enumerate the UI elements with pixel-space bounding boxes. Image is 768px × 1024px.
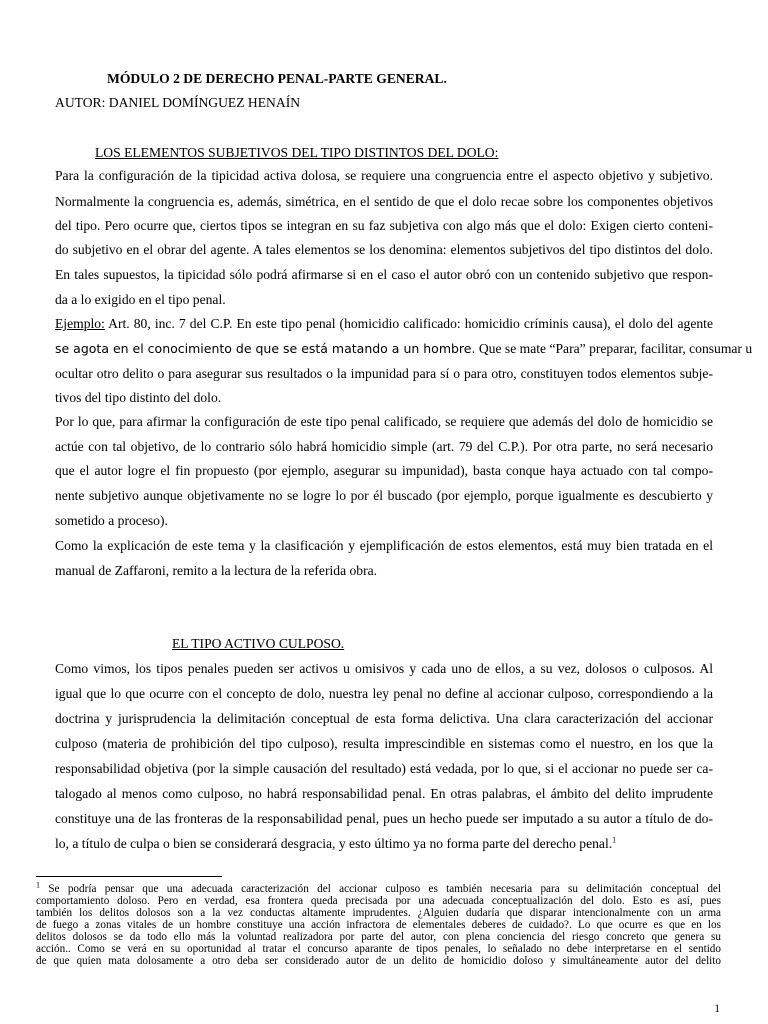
module-title: MÓDULO 2 DE DERECHO PENAL-PARTE GENERAL. <box>107 71 447 86</box>
paragraph-line: do subjetivo en el obrar del agente. A tales elementos se los denomina: elementos subjetivos del tipo distintos del dolo. <box>55 242 713 257</box>
example-line-2 <box>55 341 753 357</box>
footnote-line: de que quien mata dolosamente a otro deba ser considerado autor de un delito de homicidio doloso y simultáneamente autor del delito <box>36 955 721 967</box>
footnote-line: delitos dolosos se da todo ello más la voluntad realizadora por parte del autor, con plena conciencia del riesgo concreto que genera su <box>36 931 721 943</box>
footnote-line: de fuego a zonas vitales de un hombre constituye una acción infractora de elementales deberes de cuidado?. Lo que ocurre es que en los <box>36 919 721 931</box>
paragraph-line: constituye una de las fronteras de la responsabilidad penal, pues un hecho puede ser imputado a su autor a título de do- <box>55 811 713 826</box>
paragraph-line: manual de Zaffaroni, remito a la lectura de la referida obra. <box>55 563 378 578</box>
paragraph-line: que el autor logre el fin propuesto (por ejemplo, asegurar su impunidad), basta conque haya actuado con tal compo- <box>55 463 713 478</box>
paragraph-line: Como la explicación de este tema y la clasificación y ejemplificación de estos elementos, está muy bien tratada en el <box>55 538 713 553</box>
example-line <box>55 316 713 332</box>
footnote-line: comportamiento doloso. Pero en verdad, esa frontera queda precisada por una adecuada conceptualización del dolo. Esto es así, pues <box>36 895 721 907</box>
last-line-text: lo, a título de culpa o bien se considerará desgracia, y esto último ya no forma parte del derecho penal. <box>55 836 613 851</box>
footnote-line: acción.. Como se verá en su oportunidad al tratar el concurso aparante de tipos penales, lo señalado no debe interpretarse en el sentido <box>36 943 721 955</box>
footnote-line: también los delitos dolosos son a la vez conductas altamente imprudentes. ¿Alguien dudaría que disparar intencionalmente con un arma <box>36 907 721 919</box>
paragraph-line: nente subjetivo aunque objetivamente no se logre lo por él buscado (por ejemplo, porque igualmente es descubierto y <box>55 488 713 503</box>
section-title-culpable: EL TIPO ACTIVO CULPOSO. <box>172 636 345 651</box>
footnote-divider <box>36 876 222 877</box>
example-text: Art. 80, inc. 7 del C.P. En este tipo penal (homicidio calificado: homicidio críminis causa), el dolo del agente <box>104 316 713 331</box>
paragraph-line: culposo (materia de prohibición del tipo culposo), resulta imprescindible en sistemas como el nuestro, en los que la <box>55 736 713 751</box>
paragraph-line: Para la configuración de la tipicidad activa dolosa, se requiere una congruencia entre el aspecto objetivo y subjetivo. <box>55 168 713 183</box>
paragraph-line: En tales supuestos, la tipicidad sólo podrá afirmarse si en el caso el autor obró con un contenido subjetivo que respon- <box>55 267 713 282</box>
paragraph-line: actúe con tal objetivo, de lo contrario sólo habrá homicidio simple (art. 79 del C.P.). Por otra parte, no será necesario <box>55 439 713 454</box>
paragraph-line: Por lo que, para afirmar la configuración de este tipo penal calificado, se requiere que además del dolo de homicidio se <box>55 414 713 429</box>
section-title-subjective-elements: LOS ELEMENTOS SUBJETIVOS DEL TIPO DISTINTOS DEL DOLO: <box>95 145 499 160</box>
paragraph-line: tivos del tipo distinto del dolo. <box>55 390 222 405</box>
footnote-marker: 1 <box>36 880 40 890</box>
author-line: AUTOR: DANIEL DOMÍNGUEZ HENAÍN <box>55 95 301 110</box>
footnote-reference[interactable]: 1 <box>612 835 617 845</box>
paragraph-line <box>55 836 713 852</box>
paragraph-line: doctrina y jurisprudencia la delimitación conceptual de esta forma delictiva. Una clara caracterización del accionar <box>55 711 713 726</box>
example-text-sans: se agota en el conocimiento de que se está matando a un hombre. <box>55 341 476 356</box>
paragraph-line: sometido a proceso). <box>55 513 168 528</box>
paragraph-line: Como vimos, los tipos penales pueden ser activos u omisivos y cada uno de ellos, a su vez, dolosos o culposos. Al <box>55 661 713 676</box>
paragraph-line: igual que lo que ocurre con el concepto de dolo, nuestra ley penal no define al accionar culposo, correspondiendo a la <box>55 686 713 701</box>
paragraph-line: Normalmente la congruencia es, además, simétrica, en el sentido de que el dolo recae sobre los componentes objetivos <box>55 194 713 209</box>
paragraph-line: del tipo. Pero ocurre que, ciertos tipos se integran en su faz subjetiva con algo más que el dolo: Exigen cierto conteni- <box>55 218 713 233</box>
page-number: 1 <box>714 1003 720 1015</box>
paragraph-line: ocultar otro delito o para asegurar sus resultados o la impunidad para sí o para otro, constituyen todos elementos subje- <box>55 366 713 381</box>
example-label: Ejemplo: <box>55 316 105 331</box>
example-text-continued: Que se mate “Para” preparar, facilitar, consumar u <box>475 341 753 356</box>
footnote-line: $^1$ Se podría pensar que una adecuada caracterización del accionar culposo es también necesaria para su delimitación conceptual del <box>36 880 721 895</box>
paragraph-line: da a lo exigido en el tipo penal. <box>55 292 226 307</box>
paragraph-line: responsabilidad objetiva (por la simple causación del resultado) está vedada, por lo que, si el accionar no puede ser ca- <box>55 761 713 776</box>
paragraph-line: talogado al menos como culposo, no habrá responsabilidad penal. En otras palabras, el ámbito del delito imprudente <box>55 786 713 801</box>
